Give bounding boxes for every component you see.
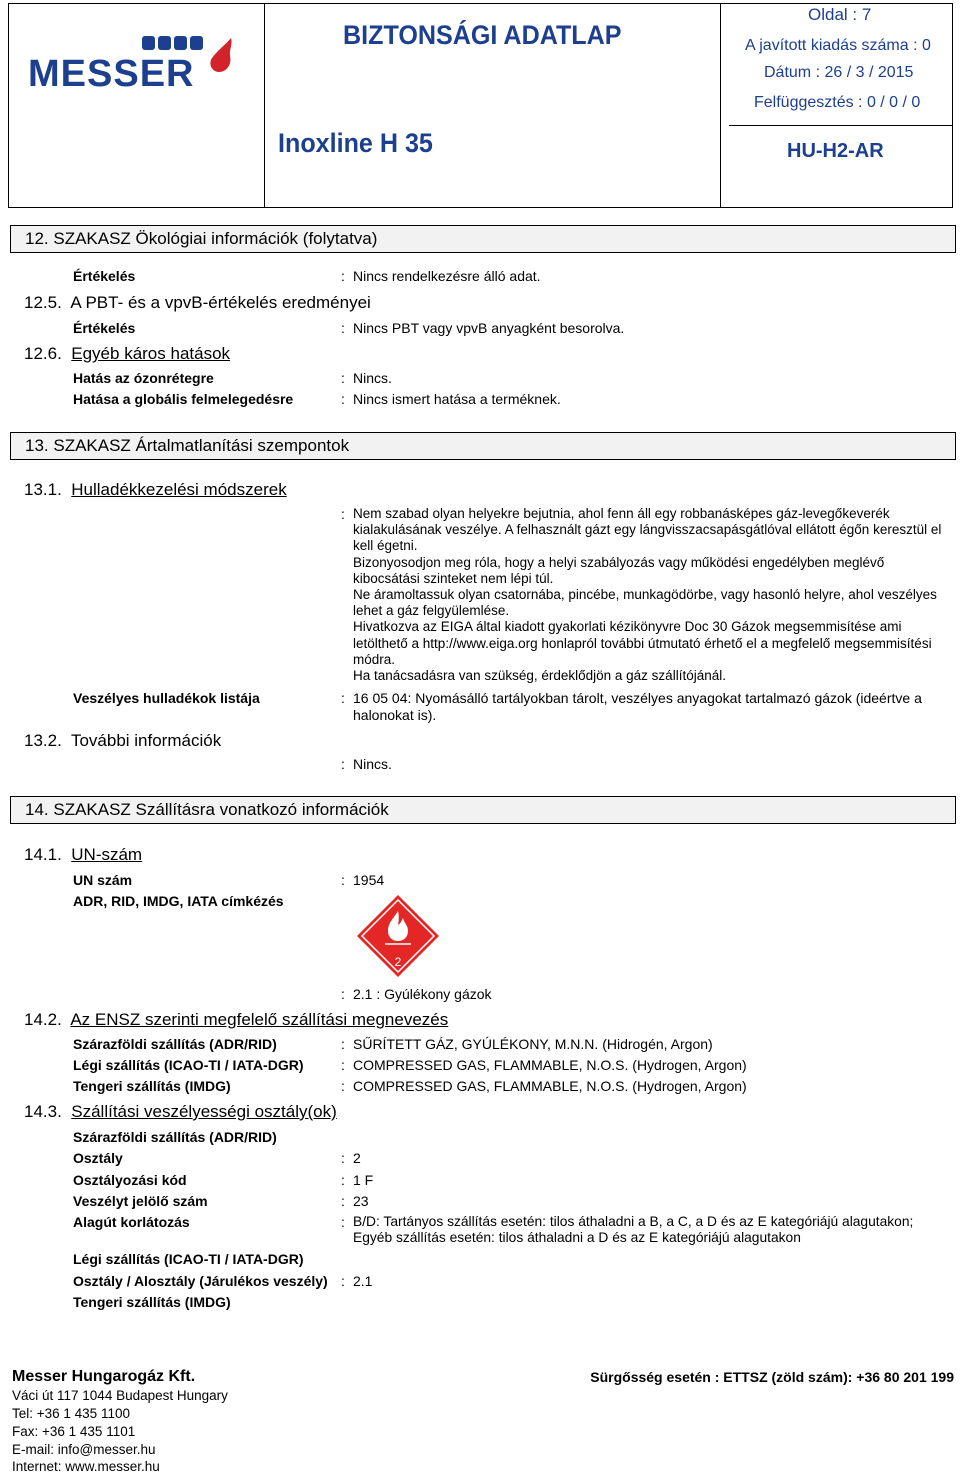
labelling-label: ADR, RID, IMDG, IATA címkézés [73, 893, 284, 909]
subsection-title: Az ENSZ szerinti megfelelő szállítási megnevezés [70, 1010, 449, 1029]
subsection-title: Hulladékkezelési módszerek [71, 480, 287, 499]
sea-transport-label: Tengeri szállítás (IMDG) [73, 1294, 231, 1310]
class-label: Osztály [73, 1150, 123, 1166]
class-value: 2 [353, 1150, 361, 1166]
colon: : [341, 1057, 345, 1073]
section-13-title: 13. SZAKASZ Ártalmatlanítási szempontok [10, 432, 956, 460]
colon: : [341, 1078, 345, 1094]
colon: : [341, 268, 345, 284]
subsection-number: 13.2. [24, 731, 62, 750]
waste-method: Ne áramoltassuk olyan csatornába, pincébe, munkagödörbe, vagy hasonló helyre, ahol veszélyes lehet a gáz felgyülemlése. [353, 587, 937, 619]
ozone-value: Nincs. [353, 370, 392, 386]
company-name: Messer Hungarogáz Kft. [12, 1368, 196, 1385]
ozone-label: Hatás az ózonrétegre [73, 370, 214, 386]
sea-transport-label: Tengeri szállítás (IMDG) [73, 1078, 231, 1094]
header-divider [264, 4, 265, 207]
air-transport-value: COMPRESSED GAS, FLAMMABLE, N.O.S. (Hydrogen, Argon) [353, 1057, 747, 1073]
waste-method: Nem szabad olyan helyekre bejutnia, ahol fenn áll egy robbanásképes gáz-levegőkeverék kialakulásának veszélye. A felhasznált gázt egy lángvisszacsapásgátlóval ellátott égőn keresztül el kell égetni. [353, 506, 942, 554]
header-divider [720, 4, 721, 207]
placard-class-number: 2 [394, 955, 402, 969]
issue-date: Dátum : 26 / 3 / 2015 [764, 64, 914, 81]
road-transport-value: SŰRÍTETT GÁZ, GYÚLÉKONY, M.N.N. (Hidrogén, Argon) [353, 1036, 713, 1052]
classification-code-label: Osztályozási kód [73, 1172, 187, 1188]
colon: : [341, 1193, 345, 1209]
road-transport-label: Szárazföldi szállítás (ADR/RID) [73, 1129, 277, 1145]
evaluation-label: Értékelés [73, 268, 136, 284]
colon: : [341, 872, 345, 888]
subclass-label: Osztály / Alosztály (Járulékos veszély) [73, 1273, 328, 1289]
section-14-title: 14. SZAKASZ Szállításra vonatkozó információk [10, 796, 956, 824]
evaluation-value: Nincs rendelkezésre álló adat. [353, 268, 541, 284]
colon: : [341, 1150, 345, 1166]
company-phone: Tel: +36 1 435 1100 [12, 1406, 130, 1421]
placard-value: 2.1 : Gyúlékony gázok [353, 986, 492, 1002]
company-address: Váci út 117 1044 Budapest Hungary [12, 1388, 228, 1403]
subsection-number: 14.1. [24, 845, 62, 864]
subclass-value: 2.1 [353, 1273, 373, 1289]
further-info-value: Nincs. [353, 756, 392, 772]
waste-method: Ha tanácsadásra van szükség, érdeklődjön a gáz szállítójánál. [353, 668, 726, 684]
classification-code-value: 1 F [353, 1172, 374, 1188]
company-email: E-mail: info@messer.hu [12, 1442, 156, 1457]
subsection-12-5 [24, 293, 371, 313]
colon: : [341, 370, 345, 386]
subsection-14-3 [24, 1102, 337, 1122]
subsection-number: 12.5. [24, 293, 62, 312]
colon: : [341, 756, 345, 772]
subsection-number: 12.6. [24, 344, 62, 363]
hazardous-waste-label: Veszélyes hulladékok listája [73, 690, 260, 706]
un-number-value: 1954 [353, 872, 385, 888]
company-website: Internet: www.messer.hu [12, 1459, 160, 1474]
emergency-contact: Sürgősség esetén : ETTSZ (zöld szám): +36 80 201 199 [590, 1369, 954, 1385]
colon: : [341, 690, 345, 706]
evaluation-value: Nincs PBT vagy vpvB anyagként besorolva. [353, 320, 625, 336]
waste-methods-text [353, 506, 953, 684]
subsection-number: 14.2. [24, 1010, 62, 1029]
page-number: Oldal : 7 [808, 5, 872, 24]
evaluation-label: Értékelés [73, 320, 136, 336]
hazard-number-value: 23 [353, 1193, 369, 1209]
hazard-number-label: Veszélyt jelölő szám [73, 1193, 208, 1209]
section-12-title: 12. SZAKASZ Ökológiai információk (folytatva) [10, 225, 956, 253]
suspension-date: Felfüggesztés : 0 / 0 / 0 [754, 94, 921, 111]
document-title: BIZTONSÁGI ADATLAP [343, 20, 622, 50]
subsection-13-1 [24, 480, 287, 500]
colon: : [341, 320, 345, 336]
subsection-title: Szállítási veszélyességi osztály(ok) [71, 1102, 337, 1121]
subsection-number: 13.1. [24, 480, 62, 499]
colon: : [341, 1172, 345, 1188]
colon: : [341, 1273, 345, 1289]
colon: : [341, 391, 345, 407]
product-name: Inoxline H 35 [278, 128, 433, 158]
tunnel-restriction-value: Egyéb szállítás esetén: tilos áthaladni a D és az E kategóriájú alagutakon [353, 1230, 801, 1245]
subsection-12-6 [24, 344, 230, 364]
document-code: HU-H2-AR [787, 140, 884, 162]
subsection-title: További információk [70, 731, 222, 750]
colon: : [341, 1214, 345, 1230]
hazardous-waste-value: 16 05 04: Nyomásálló tartályokban tárolt, veszélyes anyagokat tartalmazó gázok (ideértve a halonokat is). [353, 690, 922, 723]
waste-method: Bizonyosodjon meg róla, hogy a helyi szabályozás vagy működési engedélyben meglévő kibocsátási szinteket nem lépi túl. [353, 554, 885, 586]
global-warming-label: Hatása a globális felmelegedésre [73, 391, 294, 407]
un-number-label: UN szám [73, 872, 133, 888]
subsection-title: A PBT- és a vpvB-értékelés eredményei [70, 293, 371, 312]
subsection-14-2 [24, 1010, 448, 1030]
subsection-13-2 [24, 731, 221, 751]
subsection-title: Egyéb káros hatások [71, 344, 231, 363]
air-transport-label: Légi szállítás (ICAO-TI / IATA-DGR) [73, 1057, 304, 1073]
sea-transport-value: COMPRESSED GAS, FLAMMABLE, N.O.S. (Hydrogen, Argon) [353, 1078, 747, 1094]
subsection-title: UN-szám [71, 845, 143, 864]
air-transport-label: Légi szállítás (ICAO-TI / IATA-DGR) [73, 1251, 304, 1267]
colon: : [341, 1036, 345, 1052]
tunnel-restriction-value: B/D: Tartányos szállítás esetén: tilos áthaladni a B, a C, a D és az E kategóriájú alagutakon; [353, 1214, 914, 1229]
tunnel-restriction-label: Alagút korlátozás [73, 1214, 190, 1230]
flammable-gas-placard [355, 893, 441, 979]
global-warming-value: Nincs ismert hatása a terméknek. [353, 391, 561, 407]
colon: : [341, 506, 345, 522]
company-fax: Fax: +36 1 435 1101 [12, 1424, 136, 1439]
subsection-14-1 [24, 845, 142, 865]
header-divider [729, 125, 952, 126]
messer-logo [26, 36, 246, 92]
logo-text: MESSER [28, 53, 195, 92]
waste-method: Hivatkozva az EIGA által kiadott gyakorlati kézikönyvre Doc 30 Gázok megsemmisítése ami letölthető a http://www.eiga.org honlapról további útmutató érhető el a megfelelő megsemmisítési módra. [353, 619, 932, 667]
colon: : [341, 986, 345, 1002]
subsection-number: 14.3. [24, 1102, 62, 1121]
road-transport-label: Szárazföldi szállítás (ADR/RID) [73, 1036, 277, 1052]
revision-number: A javított kiadás száma : 0 [745, 37, 931, 54]
